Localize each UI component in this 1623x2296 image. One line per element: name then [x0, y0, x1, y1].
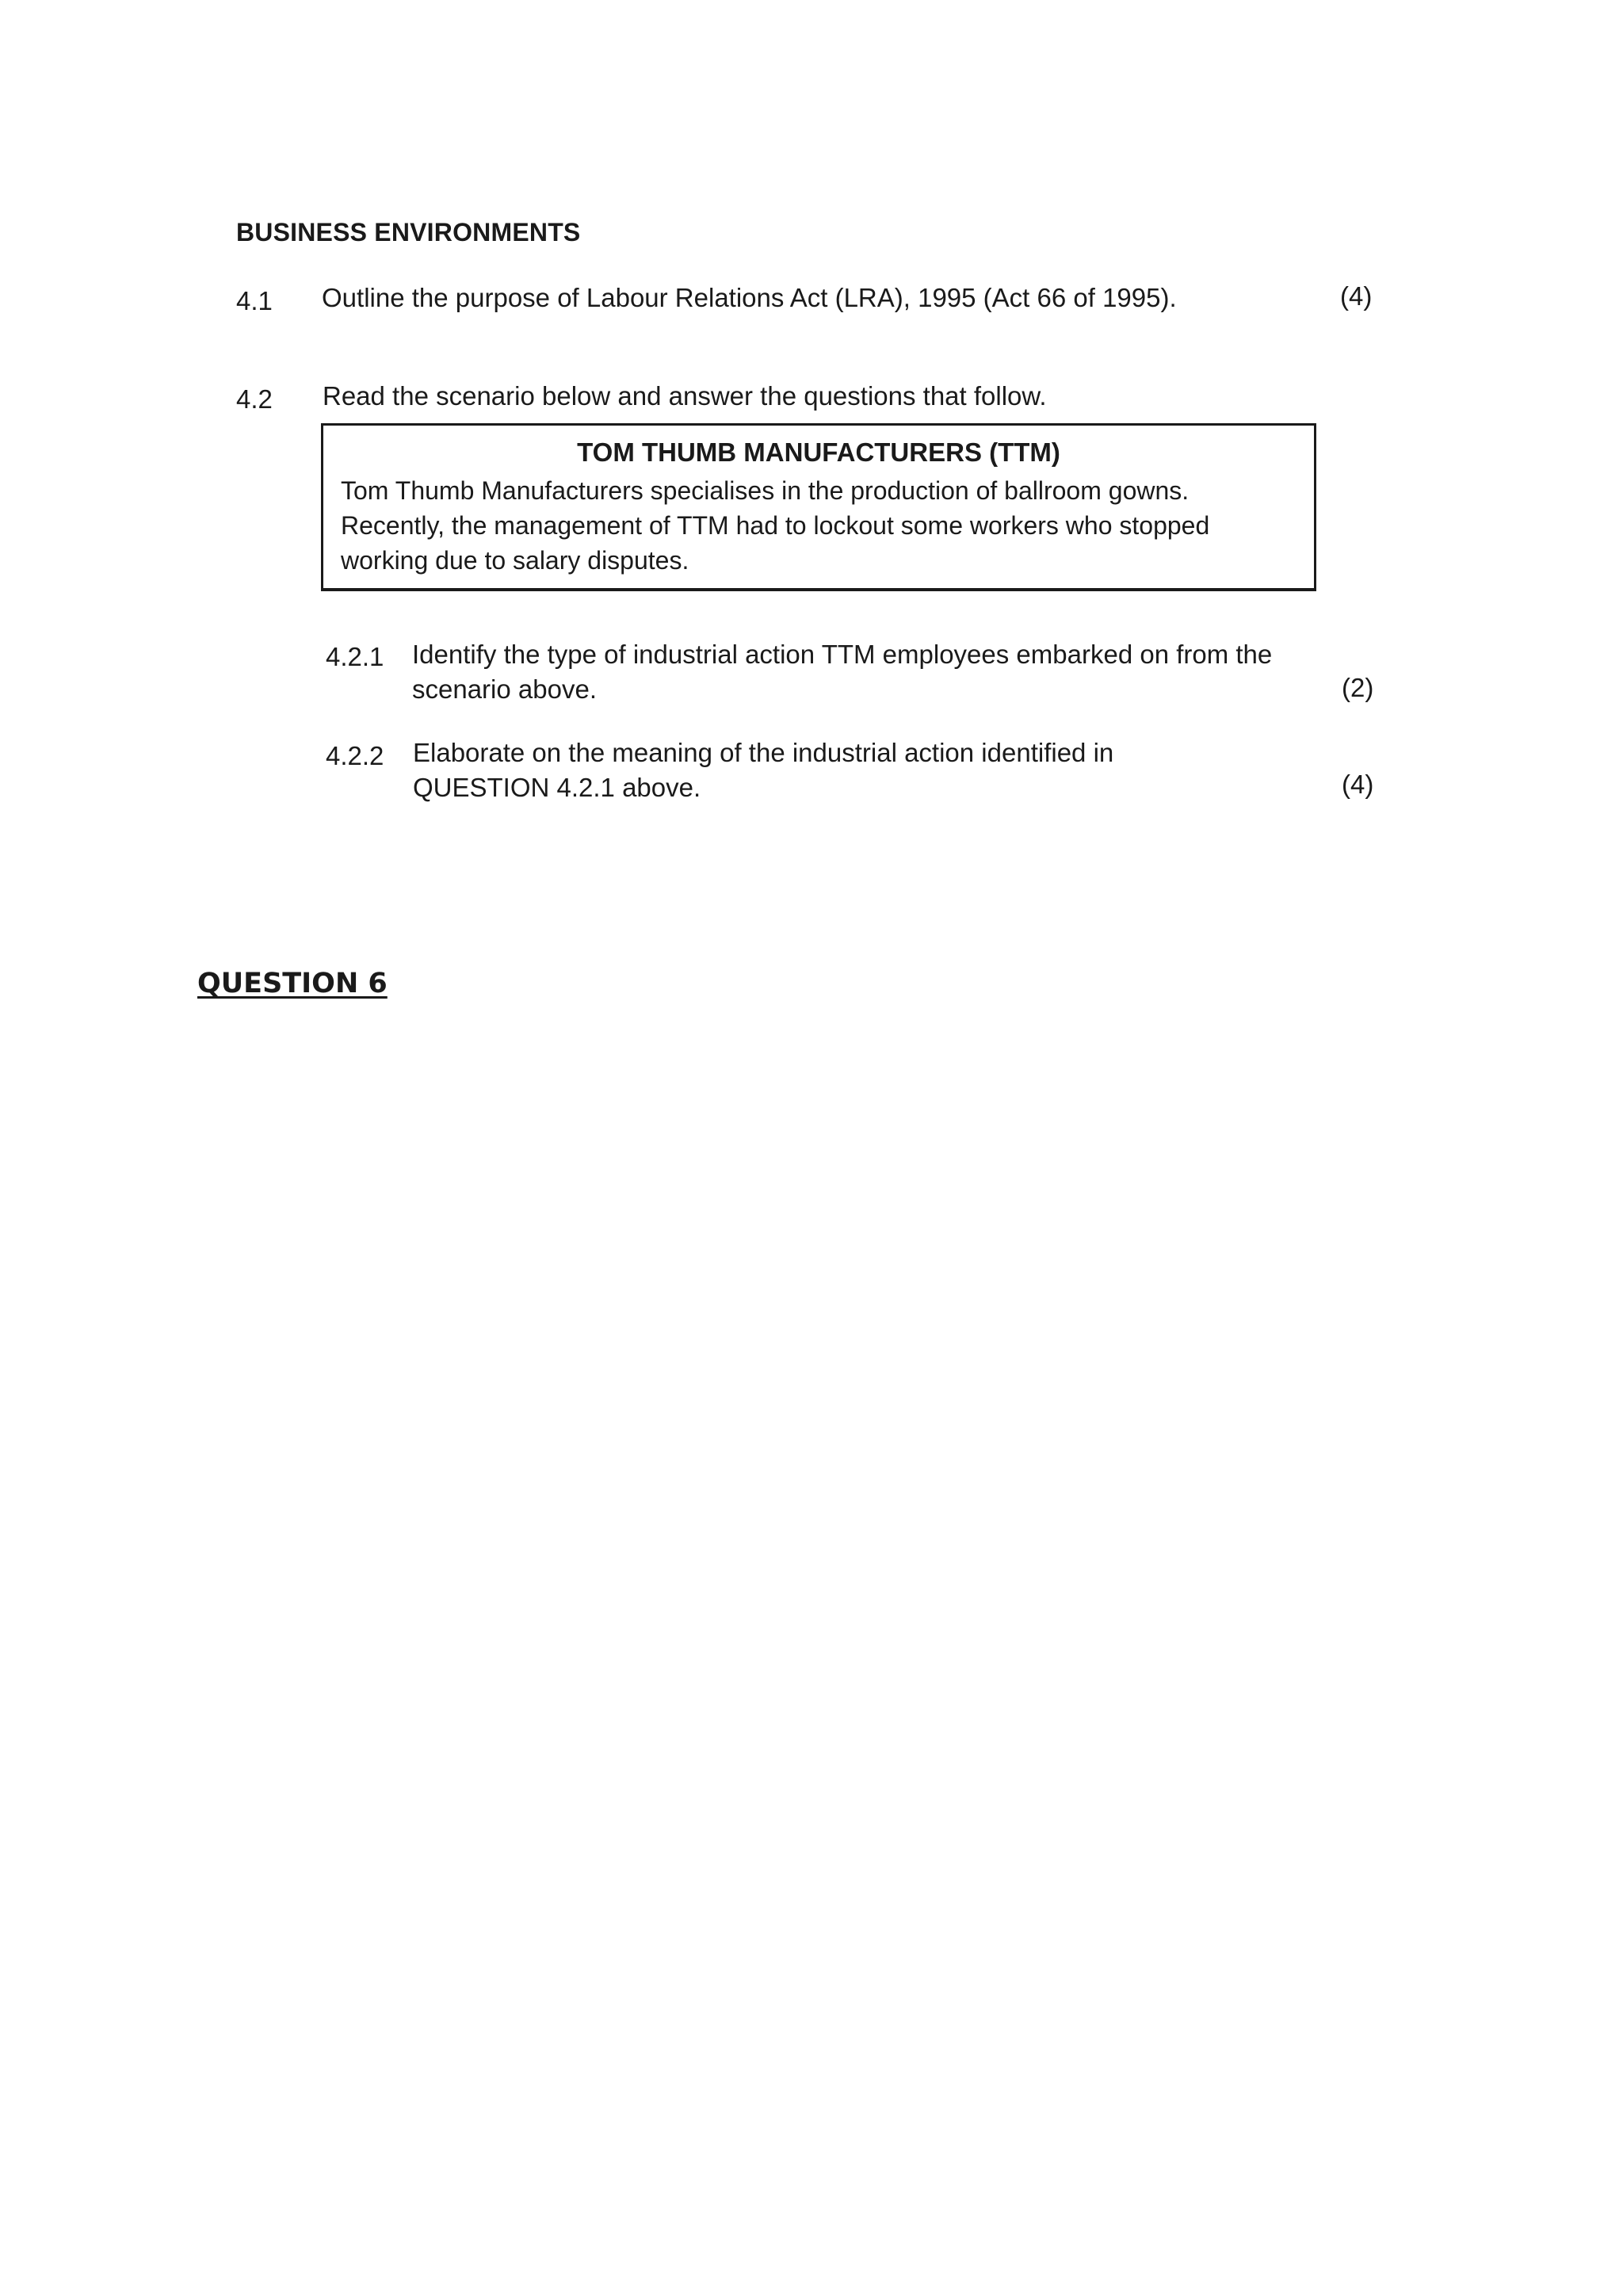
subquestion-number-4-2-2: 4.2.2 — [326, 741, 384, 770]
marks-4-1: (4) — [1340, 281, 1373, 311]
scenario-box — [321, 423, 1316, 591]
section-title: BUSINESS ENVIRONMENTS — [236, 218, 581, 246]
question-number-4-1: 4.1 — [236, 286, 273, 315]
question-number-4-2: 4.2 — [236, 384, 273, 414]
question-text-4-2: Read the scenario below and answer the questions that follow. — [323, 381, 1047, 411]
subquestion-text-4-2-1-line2: scenario above. — [412, 674, 597, 704]
marks-4-2-2: (4) — [1342, 770, 1374, 799]
scenario-line: Recently, the management of TTM had to lockout some workers who stopped — [341, 511, 1210, 540]
scenario-body — [341, 473, 1312, 578]
subquestion-text-4-2-1-line1: Identify the type of industrial action TTM employees embarked on from the — [412, 640, 1273, 669]
scenario-line: working due to salary disputes. — [341, 546, 689, 575]
subquestion-number-4-2-1: 4.2.1 — [326, 642, 384, 671]
marks-4-2-1: (2) — [1342, 673, 1374, 702]
question-text-4-1: Outline the purpose of Labour Relations Act (LRA), 1995 (Act 66 of 1995). — [322, 283, 1177, 312]
question-6-heading: QUESTION 6 — [197, 968, 388, 999]
scenario-title: TOM THUMB MANUFACTURERS (TTM) — [577, 437, 1060, 467]
subquestion-text-4-2-2-line1: Elaborate on the meaning of the industrial action identified in — [413, 738, 1114, 767]
scenario-line: Tom Thumb Manufacturers specialises in the production of ballroom gowns. — [341, 476, 1190, 505]
subquestion-text-4-2-2-line2: QUESTION 4.2.1 above. — [413, 773, 701, 802]
